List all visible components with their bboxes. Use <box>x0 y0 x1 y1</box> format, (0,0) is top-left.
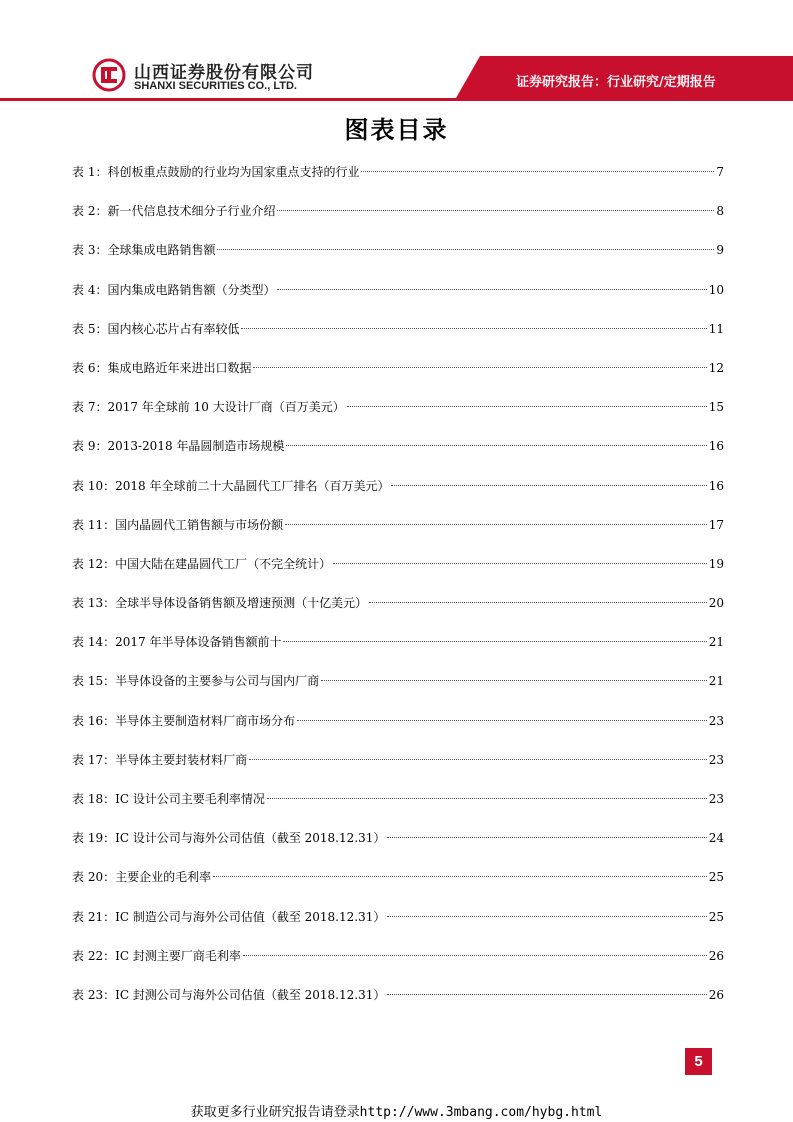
toc-entry-page: 23 <box>708 792 724 806</box>
toc-entry-label: 表 22：IC 封测主要厂商毛利率 <box>72 948 241 963</box>
toc-entry-label: 表 10：2018 年全球前二十大晶圆代工厂排名（百万美元） <box>72 478 390 493</box>
page-title: 图表目录 <box>344 116 449 144</box>
toc-entry-label: 表 9：2013-2018 年晶圆制造市场规模 <box>72 439 285 454</box>
toc-leader-dots <box>213 876 707 877</box>
toc-entry[interactable] <box>72 591 724 630</box>
toc-entry[interactable] <box>72 434 724 473</box>
toc-entry[interactable] <box>72 826 724 865</box>
toc-entry[interactable] <box>72 709 724 748</box>
toc-entry-page: 23 <box>708 752 724 767</box>
toc-entry-page: 16 <box>708 439 724 454</box>
company-name-cn: 山西证券股份有限公司 <box>134 63 314 83</box>
toc-entry[interactable] <box>72 865 724 904</box>
table-of-figures <box>72 160 724 1022</box>
toc-entry-page: 26 <box>708 987 724 1002</box>
toc-entry-label: 表 7：2017 年全球前 10 大设计厂商（百万美元） <box>72 400 345 415</box>
toc-entry[interactable] <box>72 552 724 591</box>
toc-entry[interactable] <box>72 669 724 708</box>
toc-leader-dots <box>369 602 707 603</box>
toc-entry-page: 24 <box>708 831 724 846</box>
toc-entry-page: 7 <box>716 165 724 179</box>
toc-entry-page: 15 <box>708 400 724 415</box>
toc-entry-label: 表 16：半导体主要制造材料厂商市场分布 <box>72 713 296 728</box>
toc-entry-page: 25 <box>708 909 724 924</box>
toc-leader-dots <box>347 406 707 407</box>
toc-entry-label: 表 18：IC 设计公司主要毛利率情况 <box>72 792 265 806</box>
toc-leader-dots <box>217 249 714 250</box>
toc-entry-page: 21 <box>708 674 724 689</box>
toc-leader-dots <box>361 171 714 172</box>
toc-entry-label: 表 13：全球半导体设备销售额及增速预测（十亿美元） <box>72 596 368 611</box>
report-type: 证券研究报告：行业研究/定期报告 <box>516 75 716 90</box>
toc-entry-page: 9 <box>716 243 724 258</box>
toc-entry[interactable] <box>72 199 724 238</box>
toc-entry-page: 8 <box>716 204 724 219</box>
toc-entry-label: 表 5：国内核心芯片占有率较低 <box>72 321 240 336</box>
toc-entry-page: 21 <box>708 635 724 650</box>
toc-entry-label: 表 20：主要企业的毛利率 <box>72 870 212 885</box>
toc-entry-label: 表 17：半导体主要封装材料厂商 <box>72 752 248 767</box>
toc-leader-dots <box>286 445 706 446</box>
toc-entry-page: 26 <box>708 948 724 963</box>
toc-entry-page: 16 <box>708 478 724 493</box>
footer-link[interactable]: 获取更多行业研究报告请登录http://www.3mbang.com/hybg.html <box>190 1105 603 1120</box>
toc-entry-page: 10 <box>708 282 724 297</box>
toc-leader-dots <box>243 955 707 956</box>
toc-entry[interactable] <box>72 356 724 395</box>
toc-leader-dots <box>333 563 707 564</box>
toc-entry-label: 表 1：科创板重点鼓励的行业均为国家重点支持的行业 <box>72 165 360 179</box>
toc-entry-label: 表 6：集成电路近年来进出口数据 <box>72 360 252 375</box>
toc-leader-dots <box>285 524 707 525</box>
toc-entry[interactable] <box>72 983 724 1022</box>
toc-entry-page: 11 <box>708 321 724 336</box>
toc-leader-dots <box>387 916 706 917</box>
toc-entry[interactable] <box>72 317 724 356</box>
toc-leader-dots <box>283 641 706 642</box>
toc-leader-dots <box>249 759 707 760</box>
toc-entry-label: 表 21：IC 制造公司与海外公司估值（截至 2018.12.31） <box>72 909 386 924</box>
toc-entry-label: 表 11：国内晶圆代工销售额与市场份额 <box>72 517 284 532</box>
toc-entry-label: 表 23：IC 封测公司与海外公司估值（截至 2018.12.31） <box>72 987 386 1002</box>
toc-entry-page: 19 <box>708 556 724 571</box>
toc-leader-dots <box>253 367 706 368</box>
toc-entry-page: 23 <box>708 713 724 728</box>
toc-entry-label: 表 15：半导体设备的主要参与公司与国内厂商 <box>72 674 320 689</box>
page-number: 5 <box>685 1048 712 1075</box>
toc-leader-dots <box>387 994 706 995</box>
toc-entry[interactable] <box>72 630 724 669</box>
toc-leader-dots <box>387 837 706 838</box>
toc-entry[interactable] <box>72 513 724 552</box>
toc-entry-label: 表 3：全球集成电路销售额 <box>72 243 216 258</box>
toc-entry-label: 表 2：新一代信息技术细分子行业介绍 <box>72 204 276 219</box>
toc-entry-label: 表 14：2017 年半导体设备销售额前十 <box>72 635 282 650</box>
toc-leader-dots <box>277 210 714 211</box>
toc-entry[interactable] <box>72 787 724 826</box>
toc-entry[interactable] <box>72 238 724 277</box>
toc-leader-dots <box>277 289 706 290</box>
toc-entry-page: 25 <box>708 870 724 885</box>
toc-entry-label: 表 12：中国大陆在建晶圆代工厂（不完全统计） <box>72 556 332 571</box>
toc-leader-dots <box>391 485 706 486</box>
toc-entry[interactable] <box>72 748 724 787</box>
toc-entry[interactable] <box>72 278 724 317</box>
toc-entry-page: 20 <box>708 596 724 611</box>
company-name-en: SHANXI SECURITIES CO., LTD. <box>134 80 297 92</box>
toc-entry[interactable] <box>72 474 724 513</box>
toc-leader-dots <box>267 798 707 799</box>
toc-entry[interactable] <box>72 944 724 983</box>
toc-leader-dots <box>241 328 706 329</box>
toc-entry-label: 表 19：IC 设计公司与海外公司估值（截至 2018.12.31） <box>72 831 386 846</box>
toc-leader-dots <box>297 720 707 721</box>
toc-entry-label: 表 4：国内集成电路销售额（分类型） <box>72 282 276 297</box>
toc-leader-dots <box>321 680 707 681</box>
toc-entry-page: 12 <box>708 360 724 375</box>
toc-entry[interactable] <box>72 905 724 944</box>
page-header <box>0 0 793 110</box>
toc-entry-page: 17 <box>708 517 724 532</box>
toc-entry[interactable] <box>72 160 724 199</box>
toc-entry[interactable] <box>72 395 724 434</box>
